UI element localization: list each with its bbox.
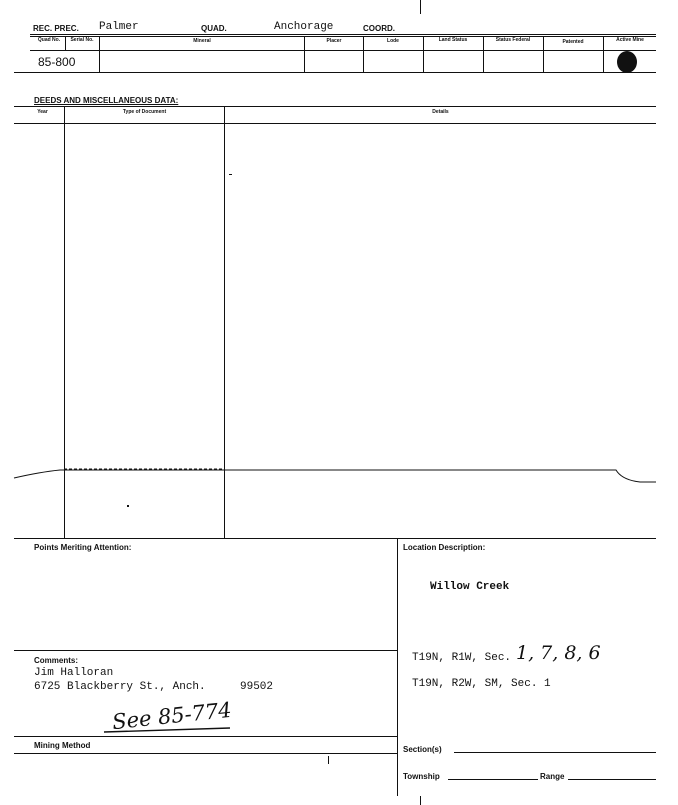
sections-line [454, 752, 656, 753]
range-label: Range [540, 772, 565, 781]
comments-zip: 99502 [240, 681, 274, 693]
col-serial-no: Serial No. [70, 37, 94, 43]
col-divider [363, 36, 364, 72]
col-divider [99, 36, 100, 72]
quad-label: QUAD. [201, 24, 227, 33]
top-tick [420, 0, 421, 14]
quad-serial-value: 85-800 [38, 55, 76, 69]
col-land-status: Land Status [438, 37, 468, 43]
location-line2: T19N, R2W, SM, Sec. 1 [412, 678, 551, 690]
fold-line [0, 462, 678, 486]
col-lode: Lode [387, 38, 399, 44]
table-header-bottom [30, 50, 656, 51]
location-line1: T19N, R1W, Sec. [412, 652, 512, 664]
deeds-top-line [14, 106, 656, 107]
col-divider [65, 36, 66, 50]
location-place: Willow Creek [430, 581, 510, 593]
deeds-label: DEEDS AND MISCELLANEOUS DATA: [34, 96, 179, 105]
lower-divider [397, 538, 398, 796]
col-divider [483, 36, 484, 72]
mining-method-line [14, 753, 397, 754]
deeds-bottom [14, 538, 656, 539]
table-bottom [14, 72, 656, 73]
col-active-mine: Active Mine [616, 37, 644, 43]
quad-value: Anchorage [274, 21, 334, 33]
comments-name: Jim Halloran [34, 667, 114, 679]
col-divider [543, 36, 544, 72]
bottom-tick [420, 796, 421, 805]
header-line-2 [30, 36, 656, 37]
comments-bottom [14, 736, 397, 737]
comments-label: Comments: [34, 656, 79, 665]
col-mineral: Mineral [193, 38, 211, 44]
range-line [568, 779, 656, 780]
col-divider [304, 36, 305, 72]
coord-label: COORD. [363, 24, 395, 33]
location-label: Location Description: [403, 543, 486, 552]
col-patented: Patented [562, 39, 584, 45]
active-mine-dot [617, 51, 637, 73]
mining-method-label: Mining Method [34, 741, 91, 750]
deeds-header-bottom [14, 123, 656, 124]
comments-address: 6725 Blackberry St., Anch. [34, 681, 206, 693]
township-line [448, 779, 538, 780]
col-divider [423, 36, 424, 72]
col-placer: Placer [326, 38, 342, 44]
deeds-col-type: Type of Document [122, 109, 167, 115]
location-line1-handwritten: 1, 7, 8, 6 [516, 642, 601, 664]
col-quad-no: Quad No. [37, 37, 61, 43]
rec-prec-value: Palmer [99, 21, 139, 33]
points-bottom [14, 650, 397, 651]
deeds-col-details: Details [432, 109, 449, 115]
sections-label: Section(s) [403, 745, 442, 754]
rec-prec-label: REC. PREC. [33, 24, 79, 33]
comments-handwritten-note: See 85-774 [111, 697, 233, 735]
township-label: Township [403, 772, 440, 781]
deeds-col-year: Year [37, 109, 48, 115]
note-underline [100, 724, 240, 736]
header-line [30, 34, 656, 35]
dot-mark [127, 505, 129, 507]
stray-mark [229, 174, 232, 175]
col-status-federal: Status Federal [495, 37, 531, 43]
points-label: Points Meriting Attention: [34, 543, 132, 552]
mining-tick [328, 756, 329, 764]
col-divider [603, 36, 604, 72]
